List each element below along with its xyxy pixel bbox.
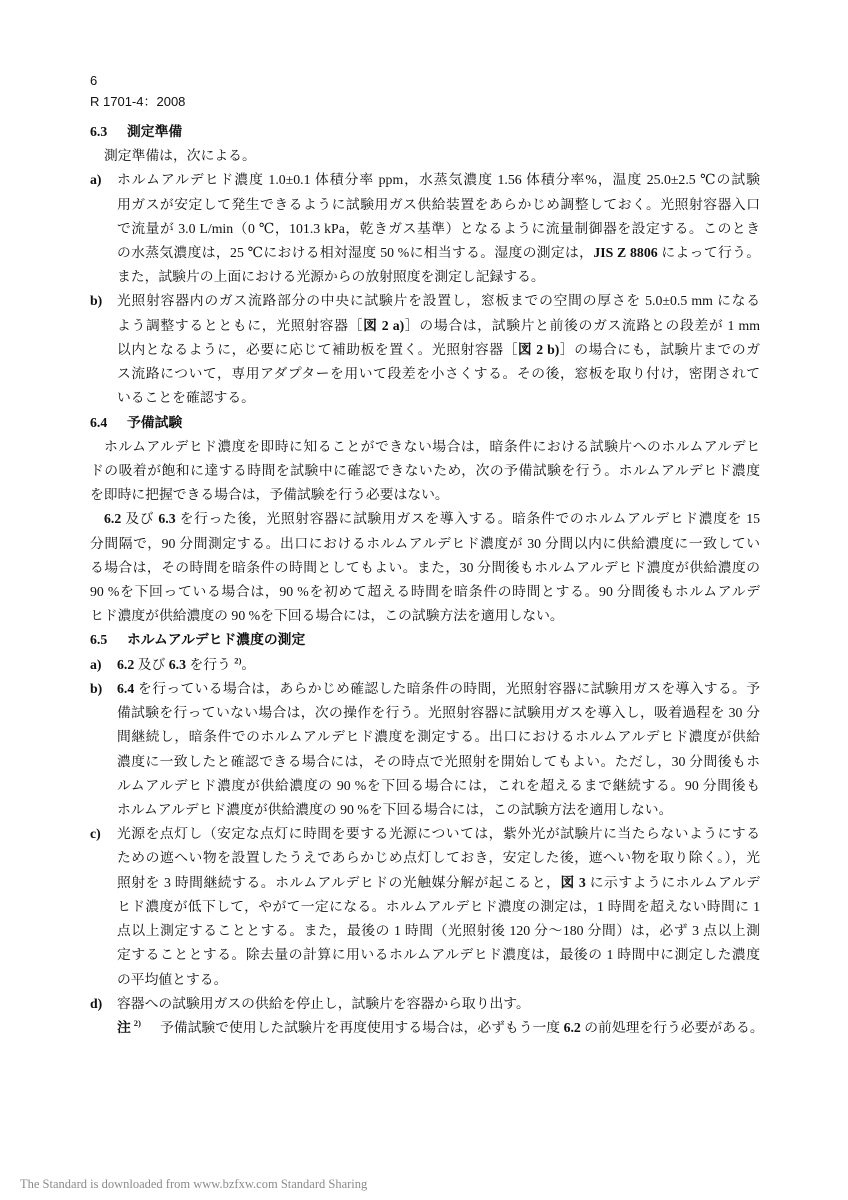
text-segment: 。 (241, 656, 256, 672)
text-line: 用ガスが安定して発生できるように試験用ガス供給装置をあらかじめ調整しておく。光照射容器入口 (117, 196, 760, 212)
text-line: ヒド濃度が低下して，やがて一定になる。ホルムアルデヒド濃度の測定は，1 時間を超えない時間に 1 (117, 898, 760, 914)
list-item-a (90, 653, 760, 677)
text-line: ホルムアルデヒド濃度が供給濃度の 90 %を下回る場合には，この試験方法を適用しない。 (117, 802, 673, 818)
list-item-b (90, 677, 760, 822)
footnote (90, 1016, 764, 1040)
text-segment: よう調整するとともに，光照射容器［ (117, 317, 364, 333)
clause-reference: 6.2 (563, 1019, 581, 1035)
standard-reference: JIS Z 8806 (593, 244, 658, 260)
footnote-marker: 2) (234, 655, 242, 666)
text-segment: ］の場合は，試験片と前後のガス流路との段差が 1 mm (404, 317, 760, 333)
section-heading-6-3 (90, 120, 760, 144)
note-label-text: 注 (117, 1019, 131, 1035)
text-line: る場合は，その時間を暗条件の時間としてもよい。また，30 分間後もホルムアルデヒド濃度が供給濃度の (90, 559, 760, 575)
text-line (117, 338, 760, 362)
text-segment: 以内となるように，必要に応じて補助板を置く。光照射容器［ (117, 341, 518, 357)
section-title: ホルムアルデヒド濃度の測定 (127, 632, 306, 648)
footnote-label (117, 1016, 160, 1040)
clause-reference: 6.3 (168, 656, 186, 672)
text-line: の平均値とする。 (117, 971, 228, 987)
section-heading-6-4 (90, 411, 760, 435)
section-heading-6-5 (90, 628, 760, 652)
text-line: ための遮へい物を設置したうえであらかじめ点灯しておき，安定した後，遮へい物を取り除く。），光 (117, 850, 760, 866)
text-line: ス流路について，専用アダプターを用いて段差を小さくする。その後，窓板を取り付け，密閉されて (117, 366, 760, 382)
clause-reference: 6.2 (104, 511, 122, 527)
text-line (117, 871, 760, 895)
text-segment: 予備試験で使用した試験片を再度使用する場合は，必ずもう一度 (160, 1019, 564, 1035)
figure-reference: 図 2 a) (363, 317, 405, 333)
text-line: 90 %を下回っている場合は，90 %を初めて超える時間を暗条件の時間とする。90 分間後もホルムアルデ (90, 584, 760, 600)
section-number: 6.4 (90, 414, 108, 430)
list-item-c (90, 822, 760, 992)
text-line: ホルムアルデヒド濃度を即時に知ることができない場合は，暗条件における試験片へのホルムアルデヒ (104, 438, 760, 454)
figure-reference: 図 2 b) (517, 341, 560, 357)
list-item-a (90, 168, 760, 289)
text-line: ルムアルデヒド濃度が供給濃度の 90 %を下回る場合には，これを超えるまで継続する。90 分間後も (117, 777, 760, 793)
page-number: 6 (90, 72, 98, 88)
text-line: を即時に把握できる場合は，予備試験を行う必要はない。 (90, 487, 449, 503)
text-segment: によって行う。 (657, 244, 761, 260)
text-segment: 照射を 3 時間継続する。ホルムアルデヒドの光触媒分解が起こると， (117, 874, 561, 890)
list-item-b (90, 289, 760, 410)
page-header (90, 70, 185, 112)
section-title: 測定準備 (127, 123, 183, 139)
text-line: いることを確認する。 (117, 390, 255, 406)
clause-reference: 6.3 (158, 511, 176, 527)
item-label: d) (90, 995, 103, 1011)
section-number: 6.3 (90, 123, 108, 139)
text-line (117, 241, 760, 265)
text-line: 間継続し，暗条件でのホルムアルデヒド濃度を測定する。出口におけるホルムアルデヒド濃度が供給 (117, 729, 760, 745)
item-label: b) (90, 680, 103, 696)
item-label: a) (90, 656, 102, 672)
text-line: 点以上測定することとする。また，最後の 1 時間（光照射後 120 分～180 分間）は，必ず 3 点以上測 (117, 923, 760, 939)
paragraph (90, 507, 760, 628)
text-segment: ］の場合にも，試験片までのガ (559, 341, 760, 357)
footnote-marker: 2) (133, 1018, 141, 1029)
text-line (117, 314, 760, 338)
section-title: 予備試験 (127, 414, 183, 430)
clause-reference: 6.4 (117, 680, 135, 696)
paragraph (90, 435, 760, 508)
document-body (90, 120, 764, 1040)
text-segment: 及び (121, 511, 159, 527)
clause-reference: 6.2 (117, 656, 135, 672)
text-segment: を行っている場合は，あらかじめ確認した暗条件の時間，光照射容器に試験用ガスを導入する。予 (134, 680, 760, 696)
text-line: 光源を点灯し（安定な点灯に時間を要する光源については，紫外光が試験片に当たらないようにする (117, 826, 760, 842)
text-line: ヒド濃度が供給濃度の 90 %を下回る場合には，この試験方法を適用しない。 (90, 608, 564, 624)
section-number: 6.5 (90, 632, 108, 648)
figure-reference: 図 3 (560, 874, 586, 890)
text-segment: を行う (186, 656, 235, 672)
text-line: また，試験片の上面における光源からの放射照度を測定し記録する。 (117, 269, 545, 285)
text-line: ドの吸着が飽和に達する時間を試験中に確認できないため，次の予備試験を行う。ホルムアルデヒド濃度 (90, 462, 760, 478)
text-line: 分間隔で，90 分間測定する。出口におけるホルムアルデヒド濃度が 30 分間以内に供給濃度に一致してい (90, 535, 760, 551)
text-line: 備試験を行っていない場合は，次の操作を行う。光照射容器に試験用ガスを導入し，吸着過程を 30 分 (117, 705, 760, 721)
text-line: 容器への試験用ガスの供給を停止し，試験片を容器から取り出す。 (117, 995, 530, 1011)
text-segment: の水蒸気濃度は，25 ℃における相対湿度 50 %に相当する。湿度の測定は， (117, 244, 594, 260)
download-watermark: The Standard is downloaded from www.bzfxw.com Standard Sharing (20, 1177, 368, 1191)
item-label: b) (90, 293, 103, 309)
text-line: 定することとする。除去量の計算に用いるホルムアルデヒド濃度は，最後の 1 時間中に測定した濃度 (117, 947, 760, 963)
section-intro: 測定準備は，次による。 (104, 148, 256, 164)
text-segment: の前処理を行う必要がある。 (580, 1019, 764, 1035)
text-line: で流量が 3.0 L/min（0 ℃，101.3 kPa，乾きガス基準）となるように流量制御器を設定する。このとき (117, 220, 760, 236)
text-line: 濃度に一致したと確認できる場合には，その時点で光照射を開始してもよい。ただし，30 分間後もホ (117, 753, 760, 769)
text-line: 光照射容器内のガス流路部分の中央に試験片を設置し，窓板までの空間の厚さを 5.0±0.5 mm になる (117, 293, 760, 309)
item-label: a) (90, 172, 102, 188)
text-segment: 及び (134, 656, 169, 672)
text-line (117, 677, 760, 701)
text-segment: を行った後，光照射容器に試験用ガスを導入する。暗条件でのホルムアルデヒド濃度を 15 (175, 511, 760, 527)
item-label: c) (90, 826, 101, 842)
standard-number: R 1701-4：2008 (90, 93, 186, 109)
text-line (90, 507, 760, 531)
text-line (117, 653, 760, 677)
text-line: ホルムアルデヒド濃度 1.0±0.1 体積分率 ppm，水蒸気濃度 1.56 体積分率%，温度 25.0±2.5 ℃の試験 (117, 172, 760, 188)
list-item-d (90, 992, 760, 1016)
text-segment: に示すようにホルムアルデ (585, 874, 760, 890)
